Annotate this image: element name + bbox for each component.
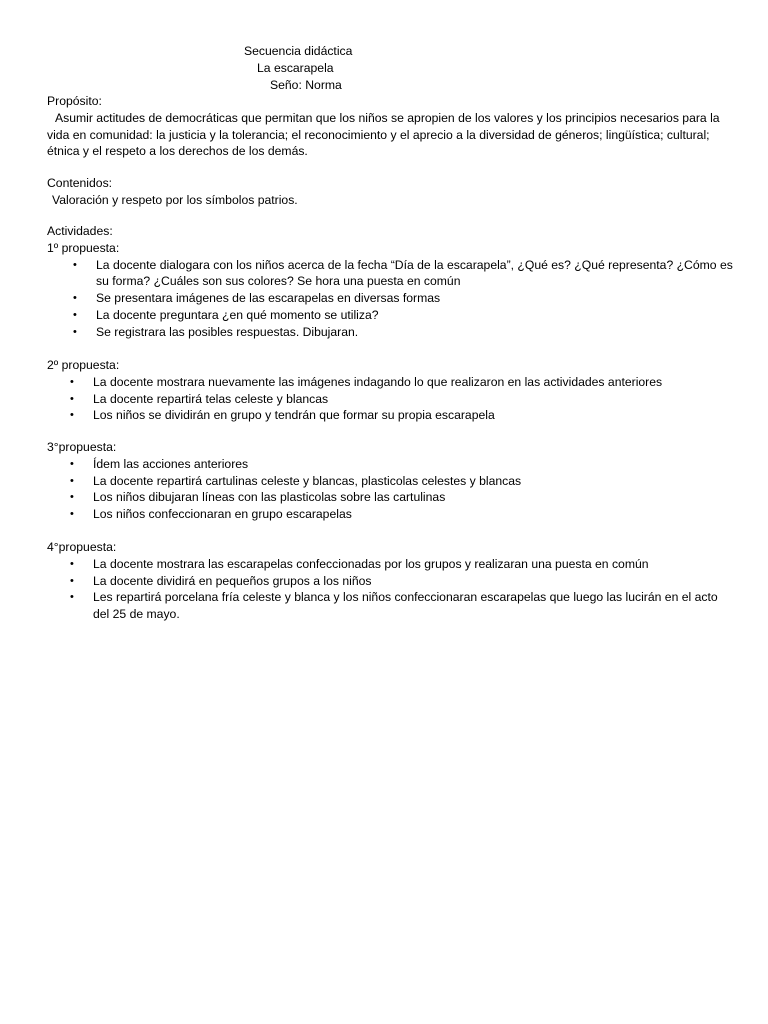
propuesta-4-list — [47, 556, 727, 623]
document-subtitle: La escarapela — [257, 61, 334, 75]
list-item-text: Les repartirá porcelana fría celeste y blanca y los niños confeccionaran escarapelas que luego las lucirán en el acto del 25 de mayo. — [93, 590, 718, 622]
list-item-text: Los niños confeccionaran en grupo escarapelas — [93, 507, 352, 522]
propuesta-2-list — [47, 374, 727, 424]
bullet-icon: • — [70, 474, 74, 487]
bullet-icon: • — [70, 574, 74, 587]
bullet-icon: • — [70, 557, 74, 570]
bullet-icon: • — [70, 409, 74, 422]
list-item-text: La docente mostrara las escarapelas confeccionadas por los grupos y realizaran una puesta en común — [93, 556, 649, 571]
list-item-text: La docente dividirá en pequeños grupos a los niños — [93, 573, 372, 588]
bullet-icon: • — [73, 292, 77, 305]
propuesta-4-section — [47, 539, 727, 623]
list-item-text: Los niños se dividirán en grupo y tendrán que formar su propia escarapela — [93, 408, 495, 423]
bullet-icon: • — [73, 325, 77, 338]
list-item — [47, 324, 736, 341]
contenidos-section — [47, 175, 727, 209]
bullet-icon: • — [70, 508, 74, 521]
teacher-name: Seño: Norma — [270, 78, 342, 92]
list-item — [47, 374, 733, 391]
bullet-icon: • — [70, 392, 74, 405]
list-item — [47, 407, 733, 424]
list-item — [47, 456, 733, 473]
propuesta-1-label: 1º propuesta: — [47, 240, 120, 255]
proposito-heading: Propósito: — [47, 94, 102, 108]
propuesta-3-list — [47, 456, 727, 523]
propuesta-4-label: 4°propuesta: — [47, 540, 117, 554]
document-title: Secuencia didáctica — [244, 44, 353, 58]
contenidos-heading: Contenidos: — [47, 176, 113, 190]
actividades-heading: Actividades: — [47, 224, 113, 238]
contenidos-text: Valoración y respeto por los símbolos patrios. — [52, 192, 298, 207]
propuesta-3-label: 3°propuesta: — [47, 440, 117, 454]
bullet-icon: • — [70, 591, 74, 604]
propuesta-1-list — [47, 257, 733, 341]
list-item-text: La docente repartirá telas celeste y blancas — [93, 391, 329, 406]
list-item — [47, 489, 733, 506]
actividades-section — [47, 223, 733, 341]
list-item-text: Se registrara las posibles respuestas. Dibujaran. — [96, 324, 359, 339]
list-item — [47, 573, 733, 590]
bullet-icon: • — [70, 491, 74, 504]
bullet-icon: • — [73, 308, 77, 321]
list-item-text: La docente mostrara nuevamente las imágenes indagando lo que realizaron en las actividades anteriores — [93, 374, 663, 389]
list-item — [47, 257, 736, 291]
proposito-section — [47, 93, 727, 160]
propuesta-3-section — [47, 439, 727, 523]
list-item-text: Los niños dibujaran líneas con las plasticolas sobre las cartulinas — [93, 490, 446, 505]
list-item — [47, 556, 733, 573]
list-item — [47, 307, 736, 324]
propuesta-2-label: 2º propuesta: — [47, 358, 120, 372]
bullet-icon: • — [73, 258, 77, 271]
list-item-text: La docente dialogara con los niños acerca de la fecha “Día de la escarapela”, ¿Qué es? ¿Qué representa? ¿Cómo es su forma? ¿Cuáles son sus colores? Se hora una puesta en común — [96, 257, 733, 289]
list-item — [47, 290, 736, 307]
list-item — [47, 391, 733, 408]
list-item-text: La docente repartirá cartulinas celeste y blancas, plasticolas celestes y blancas — [93, 473, 522, 488]
list-item — [47, 589, 733, 623]
list-item — [47, 473, 733, 490]
propuesta-2-section — [47, 357, 727, 424]
bullet-icon: • — [70, 457, 74, 470]
list-item-text: La docente preguntara ¿en qué momento se utiliza? — [96, 307, 379, 322]
proposito-text: Asumir actitudes de democráticas que permitan que los niños se apropien de los valores y los principios necesarios para la vida en comunidad: la justicia y la tolerancia; el reconocimiento y el aprecio a la diversidad de géneros; lingüística; cultural; étnica y el respeto a los derechos de los demás. — [47, 110, 720, 159]
list-item-text: Se presentara imágenes de las escarapelas en diversas formas — [96, 291, 441, 306]
list-item-text: Ídem las acciones anteriores — [93, 456, 249, 471]
list-item — [47, 506, 733, 523]
bullet-icon: • — [70, 375, 74, 388]
